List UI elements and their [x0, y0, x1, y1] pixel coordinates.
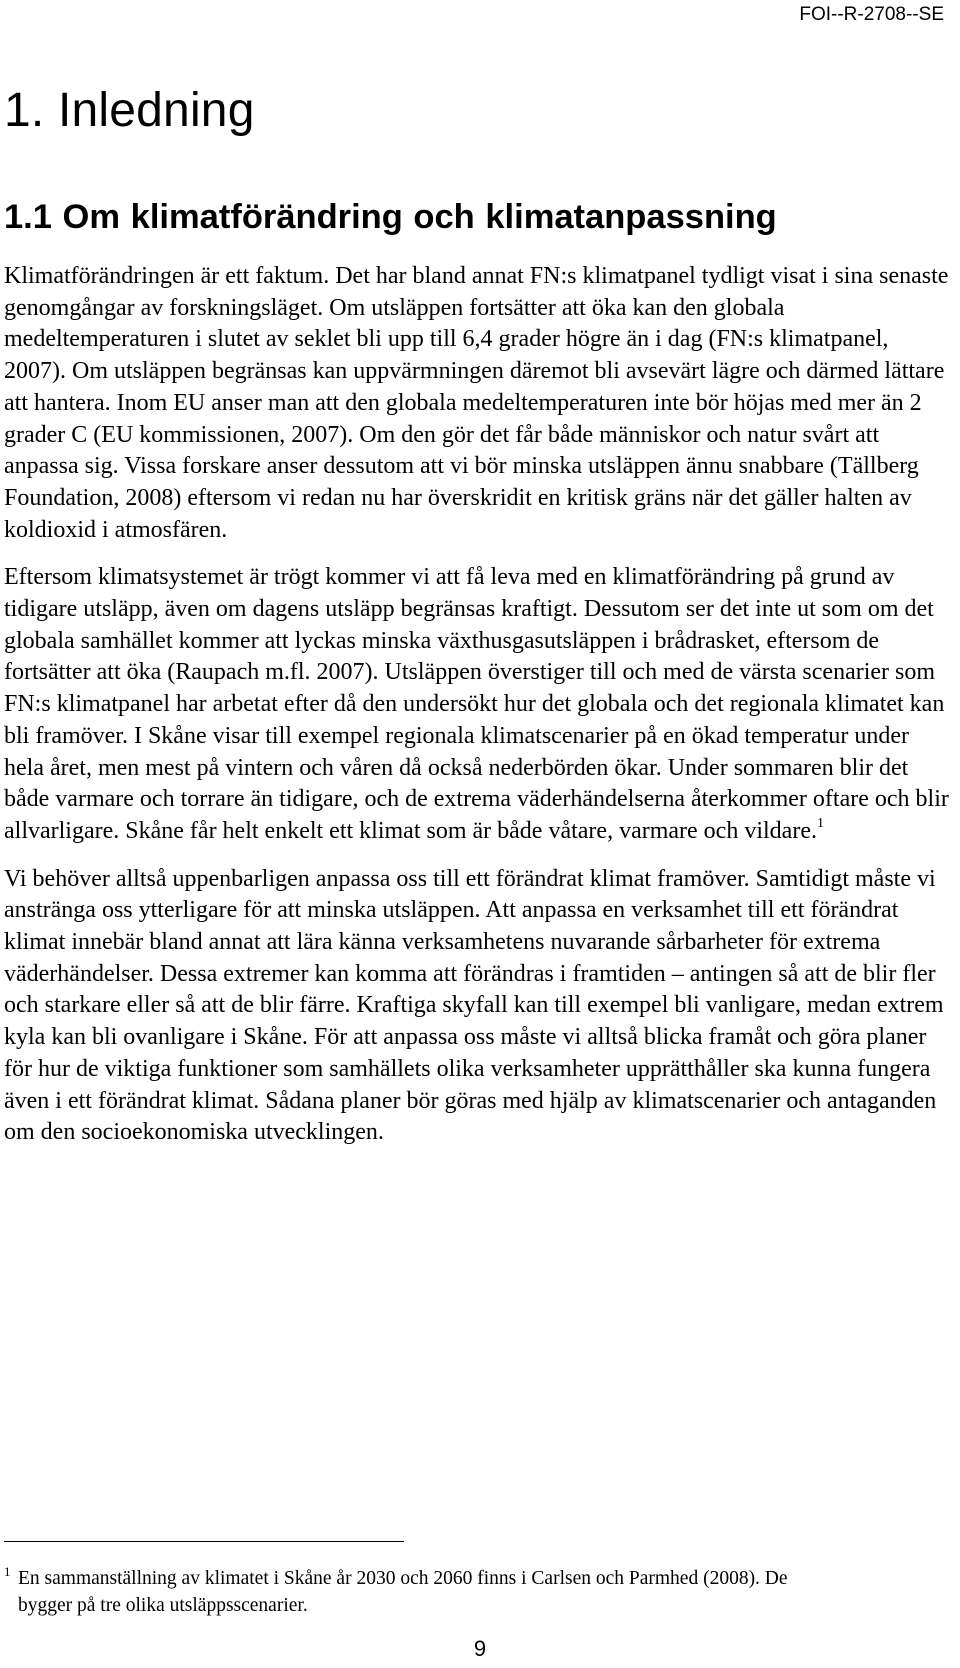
- footnote-divider: [4, 1541, 404, 1542]
- body-text: [4, 261, 952, 1165]
- footnote: [4, 1558, 954, 1619]
- footnote-line-2: bygger på tre olika utsläppsscenarier.: [18, 1595, 308, 1616]
- footnote-line-1: En sammanställning av klimatet i Skåne år 2030 och 2060 finns i Carlsen och Parmhed (2008). De: [18, 1568, 788, 1589]
- chapter-title: 1. Inledning: [4, 84, 255, 137]
- page-number: 9: [473, 1636, 487, 1661]
- footnote-reference[interactable]: 1: [816, 815, 824, 831]
- paragraph-2-text: Eftersom klimatsystemet är trögt kommer vi att få leva med en klimatförändring på grund av tidigare utsläpp, även om dagens utsläpp begränsas kraftigt. Dessutom ser det inte ut som om det globala samhället kommer att lyckas minska växthusgasutsläppen i brådrasket, eftersom de fortsätter att öka (Raupach m.fl. 2007). Utsläppen överstiger till och med de värsta scenarier som FN:s klimatpanel har arbetat efter då den undersökt hur det globala och det regionala klimatet kan bli framöver. I Skåne visar till exempel regionala klimatscenarier på en ökad temperatur under hela året, men mest på vintern och våren då också nederbörden ökar. Under sommaren blir det både varmare och torrare än tidigare, och de extrema väderhändelserna återkommer oftare och blir allvarligare. Skåne får helt enkelt ett klimat som är både våtare, varmare och vildare.: [4, 564, 949, 844]
- report-id: FOI--R-2708--SE: [799, 4, 944, 25]
- paragraph-1: Klimatförändringen är ett faktum. Det har bland annat FN:s klimatpanel tydligt visat i sina senaste genomgångar av forskningsläget. Om utsläppen fortsätter att öka kan den globala medeltemperaturen i slutet av seklet bli upp till 6,4 grader högre än i dag (FN:s klimatpanel, 2007). Om utsläppen begränsas kan uppvärmningen däremot bli avsevärt lägre och därmed lättare att hantera. Inom EU anser man att den globala medeltemperaturen inte bör höjas med mer än 2 grader C (EU kommissionen, 2007). Om den gör det får både människor och natur svårt att anpassa sig. Vissa forskare anser dessutom att vi bör minska utsläppen ännu snabbare (Tällberg Foundation, 2008) eftersom vi redan nu har överskridit en kritisk gräns när det gäller halten av koldioxid i atmosfären.: [4, 263, 949, 543]
- footnote-number: 1: [4, 1564, 11, 1579]
- paragraph-2: [4, 562, 952, 847]
- paragraph-3: Vi behöver alltså uppenbarligen anpassa oss till ett förändrat klimat framöver. Samtidigt måste vi anstränga oss ytterligare för att minska utsläppen. Att anpassa en verksamhet till ett förändrat klimat innebär bland annat att lära känna verksamhetens nuvarande sårbarheter för extrema väderhändelser. Dessa extremer kan komma att förändras i framtiden – antingen så att de blir fler och starkare eller så att de blir färre. Kraftiga skyfall kan till exempel bli vanligare, medan extrem kyla kan bli ovanligare i Skåne. För att anpassa oss måste vi alltså blicka framåt och göra planer för hur de viktiga funktioner som samhällets olika verksamheter upprätthåller ska kunna fungera även i ett förändrat klimat. Sådana planer bör göras med hjälp av klimatscenarier och antaganden om den socioekonomiska utvecklingen.: [4, 865, 944, 1146]
- section-title: 1.1 Om klimatförändring och klimatanpassning: [4, 198, 777, 236]
